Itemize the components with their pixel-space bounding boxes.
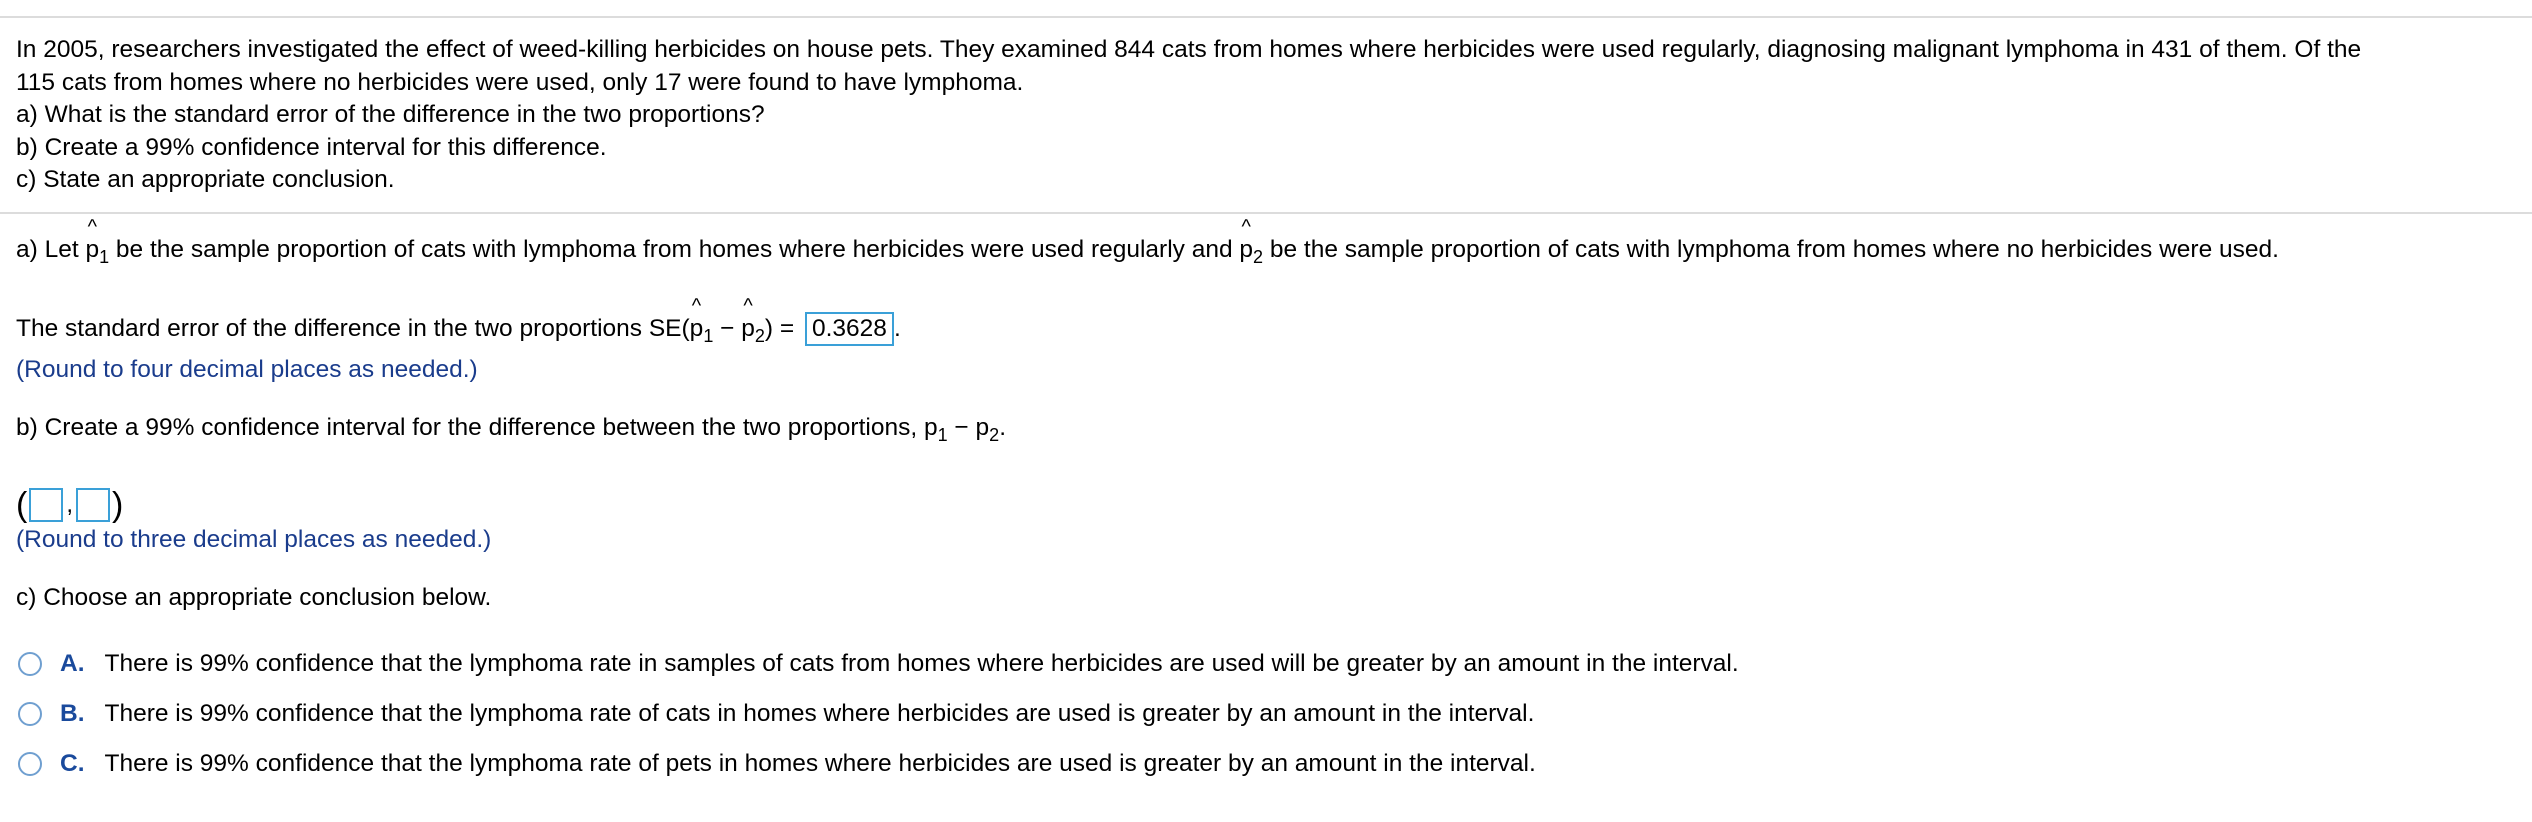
option-c[interactable] [18, 750, 1536, 778]
part-b-prompt: b) Create a 99% confidence interval for the difference between the two proportions, $p_1 - p_2$. [16, 414, 1006, 445]
option-letter: C. [60, 750, 85, 777]
top-divider [0, 16, 2532, 18]
ci-lower-bound-field[interactable] [29, 488, 63, 522]
option-text: There is 99% confidence that the lymphoma rate of pets in homes where herbicides are used is greater by an amount in the interval. [104, 750, 1536, 777]
round-hint-three: (Round to three decimal places as needed.) [16, 526, 492, 553]
p-hat-1: ^ p [85, 216, 100, 263]
option-text: There is 99% confidence that the lymphoma rate in samples of cats from homes where herbicides are used will be greater by an amount in the interval. [104, 650, 1739, 677]
option-a[interactable] [18, 650, 1739, 678]
p-hat-2: ^ p [1239, 216, 1254, 263]
p-hat-1: ^ p [689, 295, 704, 342]
part-a-intro: a) Let ^ $p_1$ be the sample proportion of cats with lymphoma from homes where herbicides were used regularly and ^ $p_2$ be the sample proportion of cats with lymphoma from homes where no herbicides were used. [16, 216, 2279, 267]
option-letter: B. [60, 700, 85, 727]
question-line: c) State an appropriate conclusion. [16, 166, 395, 193]
part-c-prompt: c) Choose an appropriate conclusion below. [16, 584, 492, 611]
question-line: 115 cats from homes where no herbicides were used, only 17 were found to have lymphoma. [16, 68, 1024, 96]
standard-error-line: The standard error of the difference in the two proportions SE( ^ $p_1$ − ^ $p_2) = 0.3628$ . [16, 295, 901, 346]
radio-icon[interactable] [18, 702, 42, 726]
section-divider [0, 212, 2532, 214]
open-paren: ( [16, 486, 28, 524]
question-line: b) Create a 99% confidence interval for this difference. [16, 133, 607, 161]
question-text [16, 34, 2516, 197]
radio-icon[interactable] [18, 752, 42, 776]
ci-upper-bound-field[interactable] [76, 488, 110, 522]
question-line: a) What is the standard error of the difference in the two proportions? [16, 101, 765, 128]
ci-comma: , [66, 491, 73, 518]
round-hint-four: (Round to four decimal places as needed.) [16, 356, 478, 383]
question-line: In 2005, researchers investigated the effect of weed-killing herbicides on house pets. They examined 844 cats from homes where herbicides were used regularly, diagnosing malignant lymphoma in 431 of them. Of the [16, 36, 2362, 63]
p-hat-2: ^ p [741, 295, 755, 342]
option-b[interactable] [18, 700, 1534, 728]
radio-icon[interactable] [18, 652, 42, 676]
close-paren: ) [112, 486, 124, 524]
option-text: There is 99% confidence that the lymphoma rate of cats in homes where herbicides are used is greater by an amount in the interval. [104, 700, 1535, 727]
confidence-interval-input [16, 484, 123, 526]
option-letter: A. [60, 650, 85, 677]
standard-error-answer-field[interactable]: 0.3628 [805, 312, 894, 346]
